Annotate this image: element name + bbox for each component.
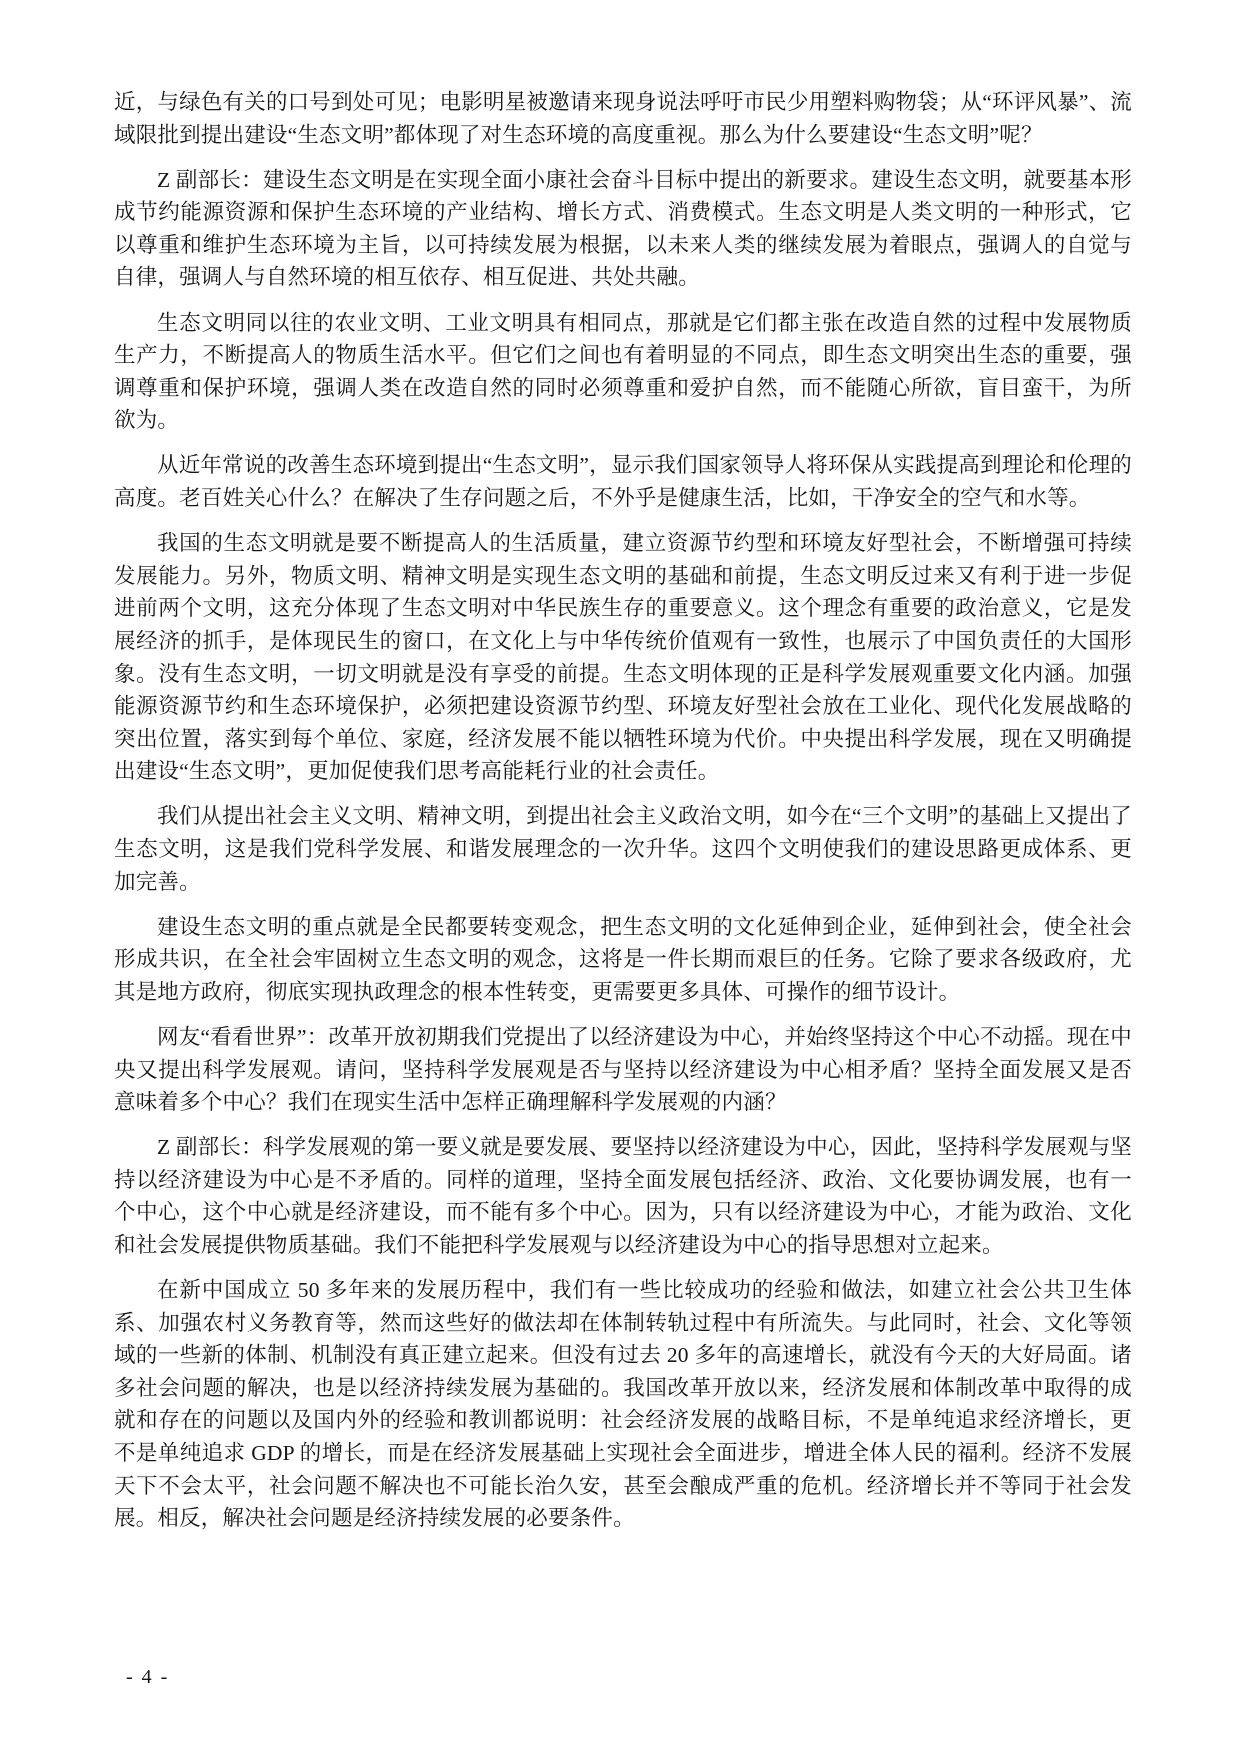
paragraph-4: 从近年常说的改善生态环境到提出“生态文明”，显示我们国家领导人将环保从实践提高到理论和伦理的高度。老百姓关心什么？在解决了生存问题之后，不外乎是健康生活，比如，干净安全的空气和水等。 (114, 453, 1132, 511)
paragraph-3: 生态文明同以往的农业文明、工业文明具有相同点，那就是它们都主张在改造自然的过程中发展物质生产力，不断提高人的物质生活水平。但它们之间也有着明显的不同点，即生态文明突出生态的重要，强调尊重和保护环境，强调人类在改造自然的同时必须尊重和爱护自然，而不能随心所欲，盲目蛮干，为所欲为。 (114, 310, 1132, 433)
paragraph-1: 近，与绿色有关的口号到处可见；电影明星被邀请来现身说法呼吁市民少用塑料购物袋；从“环评风暴”、流域限批到提出建设“生态文明”都体现了对生态环境的高度重视。那么为什么要建设“生态文明”呢？ (114, 90, 1132, 147)
page-number: - 4 - (126, 1666, 170, 1688)
paragraph-10: 在新中国成立 50 多年来的发展历程中，我们有一些比较成功的经验和做法，如建立社会公共卫生体系、加强农村义务教育等，然而这些好的做法却在体制转轨过程中有所流失。与此同时，社会、文化等领域的一些新的体制、机制没有真正建立起来。但没有过去 20 多年的高速增长，就没有今天的大好局面。诸多社会问题的解决，也是以经济持续发展为基础的。我国改革开放以来，经济发展和体制改革中取得的成就和存在的问题以及国内外的经验和教训都说明：社会经济发展的战略目标，不是单纯追求经济增长，更不是单纯追求 GDP 的增长，而是在经济发展基础上实现社会全面进步，增进全体人民的福利。经济不发展天下不会太平，社会问题不解决也不可能长治久安，甚至会酿成严重的危机。经济增长并不等同于社会发展。相反，解决社会问题是经济持续发展的必要条件。 (114, 1278, 1132, 1531)
paragraph-6: 我们从提出社会主义文明、精神文明，到提出社会主义政治文明，如今在“三个文明”的基础上又提出了生态文明，这是我们党科学发展、和谐发展理念的一次升华。这四个文明使我们的建设思路更成体系、更加完善。 (114, 804, 1132, 894)
paragraph-9: Z 副部长：科学发展观的第一要义就是要发展、要坚持以经济建设为中心，因此，坚持科学发展观与坚持以经济建设为中心是不矛盾的。同样的道理，坚持全面发展包括经济、政治、文化要协调发展，也有一个中心，这个中心就是经济建设，而不能有多个中心。因为，只有以经济建设为中心，才能为政治、文化和社会发展提供物质基础。我们不能把科学发展观与以经济建设为中心的指导思想对立起来。 (114, 1135, 1132, 1257)
paragraph-2: Z 副部长：建设生态文明是在实现全面小康社会奋斗目标中提出的新要求。建设生态文明，就要基本形成节约能源资源和保护生态环境的产业结构、增长方式、消费模式。生态文明是人类文明的一种形式，它以尊重和维护生态环境为主旨，以可持续发展为根据，以未来人类的继续发展为着眼点，强调人的自觉与自律，强调人与自然环境的相互依存、相互促进、共处共融。 (114, 167, 1132, 290)
paragraph-8: 网友“看看世界”：改革开放初期我们党提出了以经济建设为中心，并始终坚持这个中心不动摇。现在中央又提出科学发展观。请问，坚持科学发展观是否与坚持以经济建设为中心相矛盾？坚持全面发展又是否意味着多个中心？我们在现实生活中怎样正确理解科学发展观的内涵？ (114, 1024, 1132, 1115)
paragraph-7: 建设生态文明的重点就是全民都要转变观念，把生态文明的文化延伸到企业，延伸到社会，使全社会形成共识，在全社会牢固树立生态文明的观念，这将是一件长期而艰巨的任务。它除了要求各级政府，尤其是地方政府，彻底实现执政理念的根本性转变，更需要更多具体、可操作的细节设计。 (114, 914, 1132, 1004)
document-body-text (114, 86, 1132, 1547)
paragraph-5: 我国的生态文明就是要不断提高人的生活质量，建立资源节约型和环境友好型社会，不断增强可持续发展能力。另外，物质文明、精神文明是实现生态文明的基础和前提，生态文明反过来又有利于进一步促进前两个文明，这充分体现了生态文明对中华民族生存的重要意义。这个理念有重要的政治意义，它是发展经济的抓手，是体现民生的窗口，在文化上与中华传统价值观有一致性，也展示了中国负责任的大国形象。没有生态文明，一切文明就是没有享受的前提。生态文明体现的正是科学发展观重要文化内涵。加强能源资源节约和生态环境保护，必须把建设资源节约型、环境友好型社会放在工业化、现代化发展战略的突出位置，落实到每个单位、家庭，经济发展不能以牺牲环境为代价。中央提出科学发展，现在又明确提出建设“生态文明”，更加促使我们思考高能耗行业的社会责任。 (114, 531, 1132, 784)
